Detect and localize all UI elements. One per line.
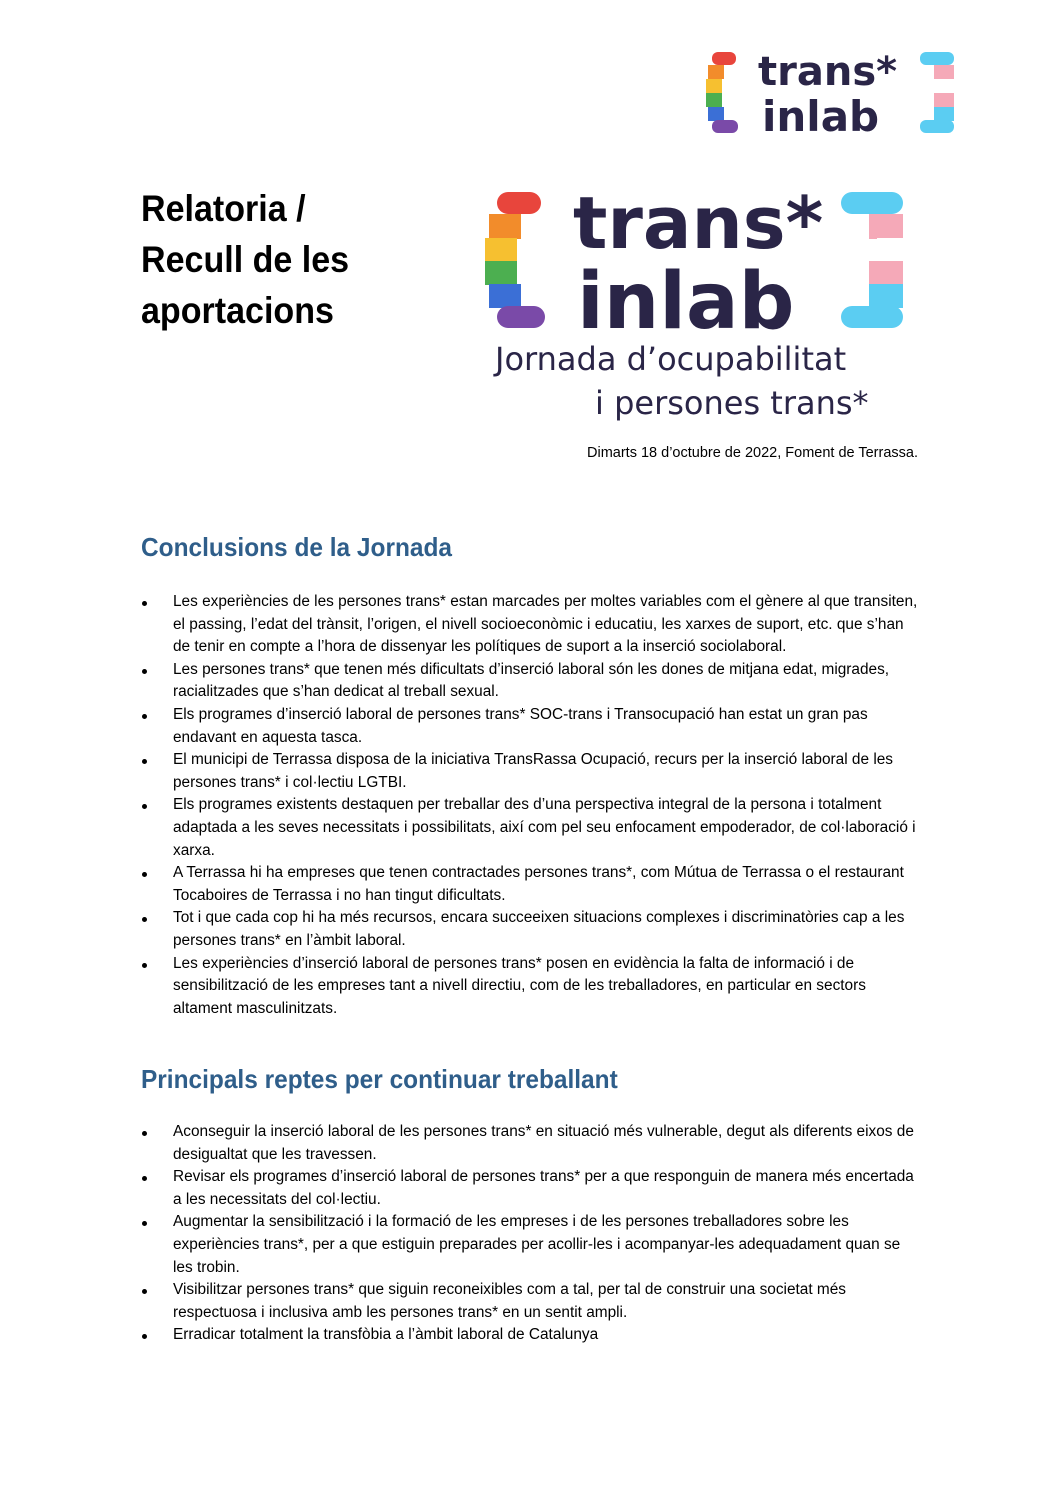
bullet-icon bbox=[142, 1334, 147, 1339]
list-item-text: Erradicar totalment la transfòbia a l’àmbit laboral de Catalunya bbox=[173, 1326, 599, 1344]
event-title-line-1: Jornada d’ocupabilitat bbox=[495, 340, 847, 378]
list-item-text: Aconseguir la inserció laboral de les persones trans* en situació més vulnerable, degut als diferents eixos de desigualtat que les travessen. bbox=[173, 1123, 914, 1163]
list-item bbox=[141, 862, 921, 907]
bullet-icon bbox=[142, 714, 147, 719]
trans-inlab-logo-small bbox=[706, 48, 958, 136]
list-item bbox=[141, 749, 921, 794]
list-item-text: Visibilitzar persones trans* que siguin reconeixibles com a tal, per tal de construir una societat més respectuosa i inclusiva amb les persones trans* en un sentit ampli. bbox=[173, 1281, 846, 1321]
logo-word-inlab: inlab bbox=[577, 257, 795, 336]
list-item-text: Augmentar la sensibilització i la formació de les empreses i de les persones treballadores sobre les experiències trans*, per a que estiguin preparades per acollir-les i acompanyar-les adequadament quan se les trobin. bbox=[173, 1213, 901, 1276]
list-item bbox=[141, 704, 921, 749]
list-item-text: A Terrassa hi ha empreses que tenen contractades persones trans*, com Mútua de Terrassa o el restaurant Tocaboires de Terrassa i no han tingut dificultats. bbox=[173, 864, 904, 904]
bullet-icon bbox=[142, 1221, 147, 1226]
title-line-1: Relatoria / bbox=[141, 188, 306, 229]
section-heading-conclusions: Conclusions de la Jornada bbox=[141, 532, 453, 562]
event-title bbox=[495, 337, 895, 425]
bullet-icon bbox=[142, 1131, 147, 1136]
list-item bbox=[141, 591, 921, 659]
bullet-icon bbox=[142, 669, 147, 674]
list-item bbox=[141, 907, 921, 952]
title-line-2: Recull de les bbox=[141, 239, 350, 280]
rainbow-bracket-icon bbox=[485, 192, 545, 328]
list-item-text: Les experiències d’inserció laboral de persones trans* posen en evidència la falta de informació i de sensibilització de les empreses tant a nivell directiu, com de les treballadores, en particular en sectors altament masculinitzats. bbox=[173, 954, 866, 1017]
list-item bbox=[141, 1121, 921, 1166]
trans-flag-bracket-icon bbox=[920, 52, 956, 133]
list-item-text: Els programes existents destaquen per treballar des d’una perspectiva integral de la persona i totalment adaptada a les seves necessitats i possibilitats, així com pel seu enfocament empoderador, de col·laboració i xarxa. bbox=[173, 796, 916, 859]
title-line-3: aportacions bbox=[141, 290, 334, 331]
list-item bbox=[141, 953, 921, 1021]
trans-flag-bracket-icon bbox=[841, 192, 903, 328]
bullet-icon bbox=[142, 759, 147, 764]
bullet-icon bbox=[142, 1176, 147, 1181]
list-item bbox=[141, 1324, 921, 1347]
list-item bbox=[141, 1166, 921, 1211]
list-item-text: Revisar els programes d’inserció laboral de persones trans* per a que responguin de manera més encertada a les necessitats del col·lectiu. bbox=[173, 1168, 914, 1208]
logo-word-trans: trans* bbox=[573, 186, 824, 265]
list-item-text: Tot i que cada cop hi ha més recursos, encara succeeixen situacions complexes i discriminatòries cap a les persones trans* en l’àmbit laboral. bbox=[173, 909, 905, 949]
logo-word-inlab: inlab bbox=[762, 92, 880, 136]
document-title bbox=[141, 183, 349, 336]
bullet-icon bbox=[142, 1289, 147, 1294]
list-item bbox=[141, 794, 921, 862]
list-item-text: Les persones trans* que tenen més dificultats d’inserció laboral són les dones de mitjana edat, migrades, racialitzades que s’han dedicat al treball sexual. bbox=[173, 660, 890, 701]
list-item bbox=[141, 1279, 921, 1324]
conclusions-list bbox=[141, 591, 921, 1020]
trans-inlab-logo-large bbox=[485, 186, 905, 336]
event-title-line-2: i persones trans* bbox=[595, 384, 869, 422]
bullet-icon bbox=[142, 601, 147, 606]
bullet-icon bbox=[142, 917, 147, 922]
event-date: Dimarts 18 d’octubre de 2022, Foment de Terrassa. bbox=[587, 445, 918, 461]
section-heading-reptes: Principals reptes per continuar treballant bbox=[141, 1064, 618, 1094]
rainbow-bracket-icon bbox=[706, 52, 738, 133]
bullet-icon bbox=[142, 872, 147, 877]
logo-word-trans: trans* bbox=[758, 49, 898, 95]
bullet-icon bbox=[142, 804, 147, 809]
list-item bbox=[141, 1211, 921, 1279]
list-item-text: Les experiències de les persones trans* estan marcades per moltes variables com el gènere al que transiten, el passing, l’edat del trànsit, l’origen, el nivell socioeconòmic i educatiu, les xarxes de suport, etc. que s’han de tenir en compte a l’hora de dissenyar les polítiques de suport a la inserció sociolaboral. bbox=[173, 593, 918, 656]
list-item bbox=[141, 659, 921, 704]
list-item-text: El municipi de Terrassa disposa de la iniciativa TransRassa Ocupació, recurs per la inserció laboral de les persones trans* i col·lectiu LGTBI. bbox=[173, 751, 893, 791]
list-item-text: Els programes d’inserció laboral de persones trans* SOC-trans i Transocupació han estat un gran pas endavant en aquesta tasca. bbox=[173, 705, 868, 746]
reptes-list bbox=[141, 1121, 921, 1347]
bullet-icon bbox=[142, 963, 147, 968]
